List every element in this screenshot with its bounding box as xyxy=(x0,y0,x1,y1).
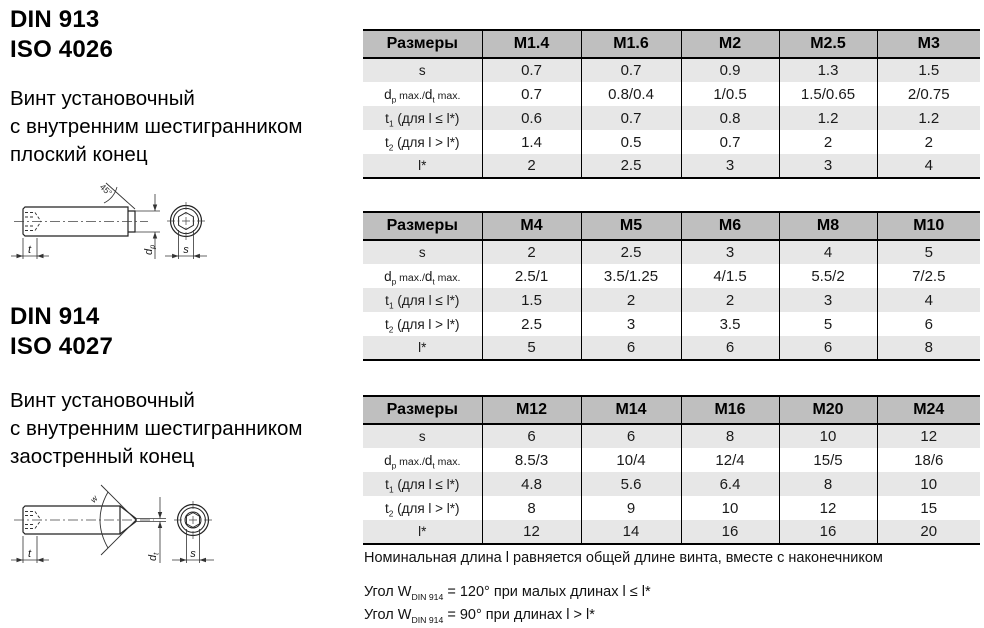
value-cell: 8 xyxy=(779,472,877,496)
table-row xyxy=(363,472,980,496)
value-cell: 4.8 xyxy=(482,472,581,496)
size-column-header: M6 xyxy=(681,212,779,240)
value-cell: 1.2 xyxy=(877,106,980,130)
text-segment: p xyxy=(391,276,397,287)
value-cell: 10/4 xyxy=(581,448,681,472)
value-cell: 6 xyxy=(581,424,681,448)
value-cell: 4 xyxy=(877,288,980,312)
description-line: плоский конец xyxy=(10,143,148,166)
size-column-header: M2.5 xyxy=(779,30,877,58)
table-row xyxy=(363,82,980,106)
dimensions-table xyxy=(363,211,980,361)
value-cell: 9 xyxy=(581,496,681,520)
text-segment: max./ xyxy=(396,271,425,284)
text-segment: = 120° при малых длинах l ≤ l* xyxy=(443,584,651,600)
value-cell: 16 xyxy=(779,520,877,544)
text-segment: max./ xyxy=(396,455,425,468)
value-cell: 4/1.5 xyxy=(681,264,779,288)
text-segment: 2 xyxy=(388,142,394,153)
size-column-header: M3 xyxy=(877,30,980,58)
text-segment: DIN 914 xyxy=(411,614,444,625)
row-label-cell xyxy=(363,520,482,544)
value-cell: 0.5 xyxy=(581,130,681,154)
row-label-cell xyxy=(363,106,482,130)
description-din913 xyxy=(10,85,303,169)
table-slot-2 xyxy=(363,211,980,361)
value-cell: 0.9 xyxy=(681,58,779,82)
size-column-header: M8 xyxy=(779,212,877,240)
description-line: с внутренним шестигранником xyxy=(10,115,303,138)
table-row xyxy=(363,58,980,82)
t-dimension-label: t xyxy=(27,244,32,256)
value-cell: 0.7 xyxy=(581,106,681,130)
text-segment: 1 xyxy=(388,484,394,495)
flat-point-screw-diagram xyxy=(8,176,243,264)
text-segment: t xyxy=(385,110,389,126)
text-segment: max. xyxy=(434,89,461,102)
text-segment: d xyxy=(384,452,392,468)
size-column-header: M2 xyxy=(681,30,779,58)
text-segment: s xyxy=(418,63,426,78)
table-row xyxy=(363,130,980,154)
value-cell: 2.5 xyxy=(482,312,581,336)
table-row xyxy=(363,496,980,520)
value-cell: 2 xyxy=(779,130,877,154)
value-cell: 3.5/1.25 xyxy=(581,264,681,288)
value-cell: 5 xyxy=(482,336,581,360)
value-cell: 20 xyxy=(877,520,980,544)
size-column-header: M4 xyxy=(482,212,581,240)
value-cell: 0.7 xyxy=(482,58,581,82)
sizes-header-cell: Размеры xyxy=(363,30,482,58)
text-segment: max. xyxy=(434,271,461,284)
value-cell: 10 xyxy=(877,472,980,496)
size-column-header: M1.4 xyxy=(482,30,581,58)
value-cell: 8 xyxy=(681,424,779,448)
value-cell: 1.5 xyxy=(482,288,581,312)
value-cell: 10 xyxy=(681,496,779,520)
value-cell: 0.7 xyxy=(482,82,581,106)
value-cell: 6 xyxy=(779,336,877,360)
row-label-cell xyxy=(363,154,482,178)
text-segment: p xyxy=(391,460,397,471)
value-cell: 6.4 xyxy=(681,472,779,496)
value-cell: 2.5 xyxy=(581,240,681,264)
row-label-cell xyxy=(363,424,482,448)
table-row xyxy=(363,520,980,544)
value-cell: 3 xyxy=(779,288,877,312)
value-cell: 15 xyxy=(877,496,980,520)
text-segment: max. xyxy=(434,455,461,468)
text-segment: d xyxy=(424,452,433,468)
text-segment: t xyxy=(385,292,389,308)
table-row xyxy=(363,240,980,264)
text-segment: l* xyxy=(418,158,427,173)
value-cell: 1/0.5 xyxy=(681,82,779,106)
table-row xyxy=(363,264,980,288)
footnote xyxy=(364,606,979,625)
text-segment: t xyxy=(432,460,435,471)
text-segment: t xyxy=(385,476,389,492)
value-cell: 16 xyxy=(681,520,779,544)
value-cell: 2.5/1 xyxy=(482,264,581,288)
text-segment: max./ xyxy=(396,89,425,102)
row-label-cell xyxy=(363,130,482,154)
cone-angle-label: w xyxy=(88,493,100,505)
size-column-header: M12 xyxy=(482,396,581,424)
text-segment: t xyxy=(432,94,435,105)
footnote xyxy=(364,583,979,602)
dp-dimension-label: $d_p$ xyxy=(143,244,157,255)
text-segment: (для l > l*) xyxy=(393,500,460,516)
table-row xyxy=(363,106,980,130)
value-cell: 8 xyxy=(482,496,581,520)
row-label-cell xyxy=(363,312,482,336)
description-line: Винт установочный xyxy=(10,389,195,412)
value-cell: 5 xyxy=(779,312,877,336)
value-cell: 8.5/3 xyxy=(482,448,581,472)
value-cell: 2.5 xyxy=(581,154,681,178)
description-line: с внутренним шестигранником xyxy=(10,417,303,440)
text-segment: t xyxy=(384,134,389,150)
text-segment: 1 xyxy=(388,300,394,311)
table-row xyxy=(363,336,980,360)
value-cell: 2 xyxy=(482,240,581,264)
text-segment: t xyxy=(432,276,435,287)
standard-code-line: DIN 914 xyxy=(10,303,100,330)
text-segment: (для l ≤ l*) xyxy=(393,476,460,492)
table-row xyxy=(363,448,980,472)
row-label-cell xyxy=(363,448,482,472)
value-cell: 15/5 xyxy=(779,448,877,472)
value-cell: 10 xyxy=(779,424,877,448)
standard-code-line: DIN 913 xyxy=(10,6,100,33)
value-cell: 0.7 xyxy=(581,58,681,82)
text-segment: p xyxy=(391,94,397,105)
size-column-header: M1.6 xyxy=(581,30,681,58)
value-cell: 1.3 xyxy=(779,58,877,82)
value-cell: 2/0.75 xyxy=(877,82,980,106)
sizes-header-cell: Размеры xyxy=(363,396,482,424)
value-cell: 12/4 xyxy=(681,448,779,472)
value-cell: 1.4 xyxy=(482,130,581,154)
value-cell: 1.2 xyxy=(779,106,877,130)
text-segment: s xyxy=(418,429,426,444)
value-cell: 3 xyxy=(779,154,877,178)
text-segment: 1 xyxy=(388,118,394,129)
text-segment: (для l > l*) xyxy=(393,134,460,150)
text-segment: l* xyxy=(418,340,427,355)
description-line: заостренный конец xyxy=(10,445,195,468)
value-cell: 6 xyxy=(681,336,779,360)
text-segment: d xyxy=(384,268,392,284)
size-column-header: M20 xyxy=(779,396,877,424)
text-segment: = 90° при длинах l > l* xyxy=(443,607,595,623)
value-cell: 18/6 xyxy=(877,448,980,472)
value-cell: 5 xyxy=(877,240,980,264)
t-dimension-label: t xyxy=(27,548,32,560)
size-column-header: M24 xyxy=(877,396,980,424)
value-cell: 12 xyxy=(877,424,980,448)
text-segment: l* xyxy=(418,524,427,539)
row-label-cell xyxy=(363,288,482,312)
text-segment: t xyxy=(384,316,389,332)
size-column-header: M10 xyxy=(877,212,980,240)
dt-dimension-label: $d_t$ xyxy=(147,552,161,561)
value-cell: 3 xyxy=(581,312,681,336)
value-cell: 3 xyxy=(681,240,779,264)
value-cell: 1.5/0.65 xyxy=(779,82,877,106)
value-cell: 0.7 xyxy=(681,130,779,154)
text-segment: d xyxy=(384,86,392,102)
standard-codes-din913 xyxy=(10,5,113,65)
standard-code-line: ISO 4027 xyxy=(10,333,114,360)
dimensions-table xyxy=(363,29,980,179)
value-cell: 3.5 xyxy=(681,312,779,336)
value-cell: 12 xyxy=(779,496,877,520)
value-cell: 0.8/0.4 xyxy=(581,82,681,106)
value-cell: 5.6 xyxy=(581,472,681,496)
value-cell: 6 xyxy=(482,424,581,448)
text-segment: 2 xyxy=(388,508,394,519)
table-slot-1 xyxy=(363,29,980,179)
row-label-cell xyxy=(363,240,482,264)
text-segment: (для l > l*) xyxy=(393,316,460,332)
value-cell: 5.5/2 xyxy=(779,264,877,288)
row-label-cell xyxy=(363,58,482,82)
footnotes xyxy=(364,549,979,628)
value-cell: 2 xyxy=(482,154,581,178)
size-column-header: M14 xyxy=(581,396,681,424)
text-segment: Угол W xyxy=(364,584,412,600)
dimensions-table xyxy=(363,395,980,545)
text-segment: Номинальная длина l равняется общей длине винта, вместе с наконечником xyxy=(364,550,883,566)
text-segment: d xyxy=(424,86,433,102)
value-cell: 12 xyxy=(482,520,581,544)
description-line: Винт установочный xyxy=(10,87,195,110)
row-label-cell xyxy=(363,82,482,106)
value-cell: 4 xyxy=(779,240,877,264)
value-cell: 2 xyxy=(877,130,980,154)
size-column-header: M5 xyxy=(581,212,681,240)
value-cell: 6 xyxy=(581,336,681,360)
row-label-cell xyxy=(363,472,482,496)
value-cell: 4 xyxy=(877,154,980,178)
table-slot-3 xyxy=(363,395,980,545)
sizes-header-cell: Размеры xyxy=(363,212,482,240)
table-row xyxy=(363,424,980,448)
value-cell: 0.8 xyxy=(681,106,779,130)
value-cell: 2 xyxy=(581,288,681,312)
size-column-header: M16 xyxy=(681,396,779,424)
table-row xyxy=(363,288,980,312)
text-segment: s xyxy=(418,245,426,260)
row-label-cell xyxy=(363,336,482,360)
description-din914 xyxy=(10,387,303,471)
row-label-cell xyxy=(363,264,482,288)
value-cell: 6 xyxy=(877,312,980,336)
standard-codes-din914 xyxy=(10,302,113,362)
text-segment: 2 xyxy=(388,324,394,335)
value-cell: 1.5 xyxy=(877,58,980,82)
chamfer-angle-label: 45° xyxy=(97,181,115,198)
text-segment: DIN 914 xyxy=(411,591,444,602)
text-segment: (для l ≤ l*) xyxy=(393,110,460,126)
value-cell: 8 xyxy=(877,336,980,360)
value-cell: 7/2.5 xyxy=(877,264,980,288)
table-row xyxy=(363,154,980,178)
value-cell: 2 xyxy=(681,288,779,312)
s-dimension-label: s xyxy=(183,244,189,256)
row-label-cell xyxy=(363,496,482,520)
cone-point-screw-diagram xyxy=(8,477,248,569)
table-row xyxy=(363,312,980,336)
text-segment: Угол W xyxy=(364,607,412,623)
footnote xyxy=(364,549,979,568)
value-cell: 0.6 xyxy=(482,106,581,130)
s-dimension-label: s xyxy=(190,548,196,560)
text-segment: t xyxy=(384,500,389,516)
text-segment: d xyxy=(424,268,433,284)
value-cell: 14 xyxy=(581,520,681,544)
text-segment: (для l ≤ l*) xyxy=(393,292,460,308)
standard-code-line: ISO 4026 xyxy=(10,36,114,63)
value-cell: 3 xyxy=(681,154,779,178)
